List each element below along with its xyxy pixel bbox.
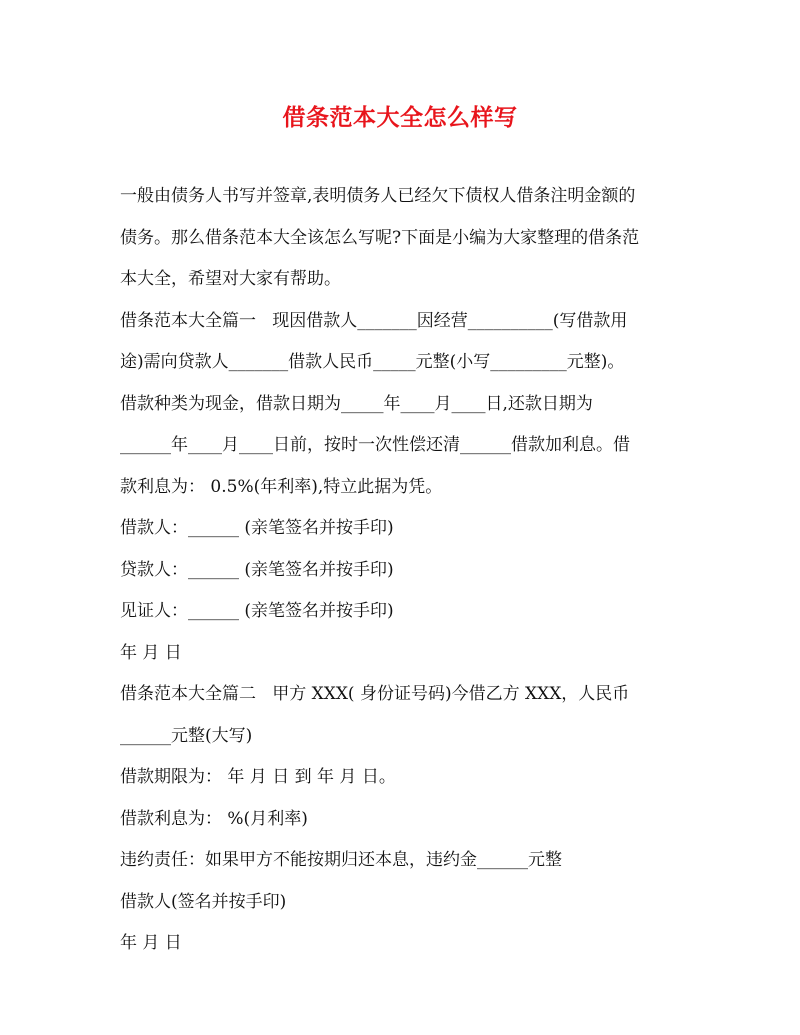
intro-line-1: 一般由债务人书写并签章,表明债务人已经欠下债权人借条注明金额的 (120, 186, 636, 206)
sample-one-line-2: 途)需向贷款人_______借款人民币_____元整(小写_________元整)。 (120, 352, 625, 372)
document-title: 借条范本大全怎么样写 (282, 105, 518, 131)
loan-term-line: 借款期限为： 年 月 日 到 年 月 日。 (120, 767, 396, 787)
document-body (120, 176, 686, 965)
intro-line-2: 债务。那么借条范本大全该怎么写呢?下面是小编为大家整理的借条范 (120, 227, 640, 248)
borrower-signature-line: 借款人：______ (亲笔签名并按手印) (120, 518, 394, 538)
intro-line-3: 本大全，希望对大家有帮助。 (120, 269, 341, 289)
date-line-2: 年 月 日 (120, 933, 182, 953)
sample-one-line-5: 款利息为： 0.5%(年利率),特立此据为凭。 (120, 476, 443, 497)
sample-one-line-1: 借条范本大全篇一 现因借款人_______因经营__________(写借款用 (120, 310, 628, 331)
borrower-sign-line: 借款人(签名并按手印) (120, 891, 287, 912)
date-line-1: 年 月 日 (120, 642, 182, 663)
sample-two-line-2: ______元整(大写) (120, 725, 253, 746)
sample-two-line-1: 借条范本大全篇二 甲方 XXX( 身份证号码)今借乙方 XXX，人民币 (120, 684, 630, 704)
interest-line: 借款利息为： %(月利率) (120, 808, 308, 829)
witness-signature-line: 见证人：______ (亲笔签名并按手印) (120, 601, 394, 621)
sample-one-line-3: 借款种类为现金，借款日期为_____年____月____日,还款日期为 (120, 393, 593, 414)
lender-signature-line: 贷款人：______ (亲笔签名并按手印) (120, 559, 394, 580)
sample-one-line-4: ______年____月____日前，按时一次性偿还清______借款加利息。借 (120, 435, 630, 455)
default-liability-line: 违约责任：如果甲方不能按期归还本息，违约金______元整 (120, 850, 562, 870)
